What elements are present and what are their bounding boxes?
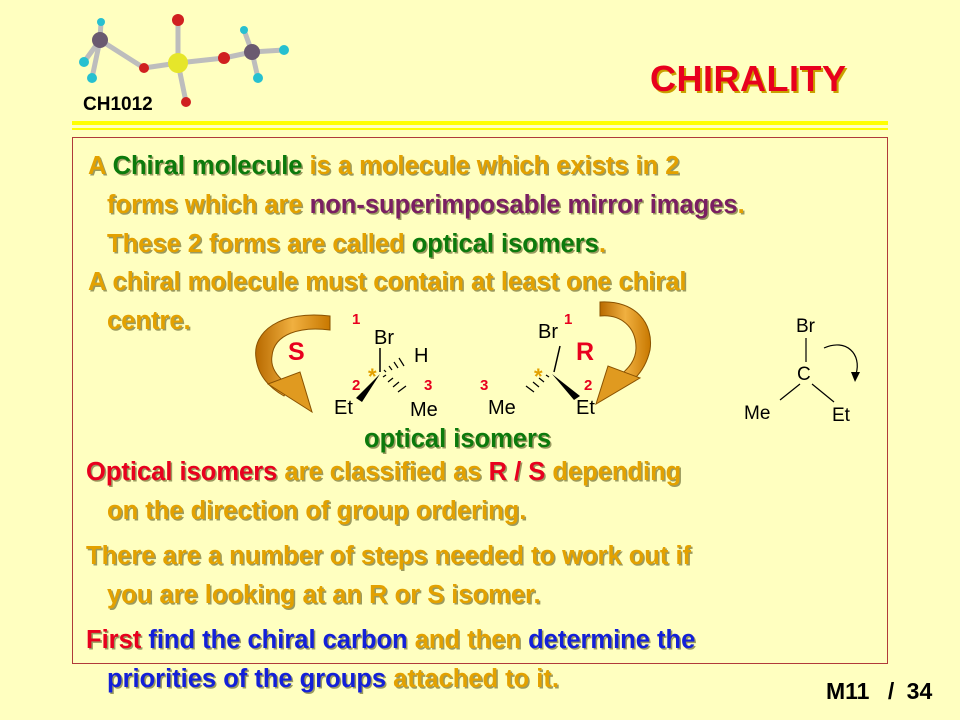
text-segment: find the chiral carbon — [148, 626, 408, 654]
text-segment: are classified as — [277, 458, 489, 486]
text-segment: R / S — [488, 458, 546, 486]
small-c: C — [797, 364, 811, 385]
text-segment: priorities of the groups — [107, 665, 387, 693]
left-et: Et — [334, 397, 353, 419]
left-me: Me — [410, 399, 438, 421]
classification-line-1 — [86, 453, 681, 492]
small-br: Br — [796, 316, 815, 337]
diagram-caption: optical isomers — [364, 425, 552, 453]
right-chiral-star: * — [534, 364, 543, 389]
text-segment: forms which are — [107, 191, 310, 219]
text-segment: attached to it. — [386, 665, 559, 693]
left-br: Br — [374, 327, 394, 349]
text-segment: centre. — [107, 307, 191, 335]
text-segment: A chiral molecule must contain at least one chiral — [88, 268, 687, 296]
text-segment: optical isomers — [411, 230, 599, 258]
slide-number — [826, 678, 932, 705]
text-segment: These 2 forms are called — [107, 230, 412, 258]
course-code: CH1012 — [83, 94, 153, 115]
page-separator: / — [887, 678, 895, 704]
text-segment: determine the — [528, 626, 696, 654]
left-h: H — [414, 345, 429, 367]
first-step-line-2 — [107, 660, 559, 699]
text-segment: There are a number of steps needed to work out if — [86, 542, 692, 570]
text-segment: Chiral molecule — [112, 152, 303, 180]
right-et: Et — [576, 397, 595, 419]
page-number: 34 — [906, 678, 933, 704]
text-segment: . — [737, 191, 745, 219]
small-et: Et — [832, 405, 850, 426]
steps-line-2 — [107, 576, 541, 615]
right-me: Me — [488, 397, 516, 419]
text-segment: and then — [407, 626, 529, 654]
right-priority-1: 1 — [564, 311, 573, 328]
left-molecule — [334, 311, 438, 421]
left-priority-1: 1 — [352, 311, 361, 328]
right-priority-2: 2 — [584, 377, 593, 394]
text-segment: . — [598, 230, 606, 258]
text-segment: you are looking at an R or S isomer. — [107, 581, 541, 609]
text-segment: A — [88, 152, 113, 180]
module-code: M11 — [826, 678, 870, 704]
page-title: CHIRALITY — [650, 58, 847, 99]
right-config-label: R — [576, 338, 595, 366]
left-priority-2: 2 — [352, 377, 361, 394]
left-chiral-star: * — [368, 364, 377, 389]
small-me: Me — [744, 403, 771, 424]
classification-line-2 — [107, 492, 526, 531]
text-segment: is a molecule which exists in 2 — [302, 152, 680, 180]
right-rotation-arrow — [596, 302, 651, 404]
left-config-label: S — [288, 338, 305, 366]
small-molecule — [744, 316, 860, 426]
steps-line-1 — [86, 537, 691, 576]
first-step-line-1 — [86, 621, 695, 660]
right-br: Br — [538, 321, 558, 343]
text-segment: depending — [545, 458, 682, 486]
text-segment: First — [86, 626, 149, 654]
text-segment: on the direction of group ordering. — [107, 497, 527, 525]
left-priority-3: 3 — [424, 377, 433, 394]
text-segment: Optical isomers — [86, 458, 278, 486]
text-segment: non-superimposable mirror images — [309, 191, 738, 219]
right-priority-3: 3 — [480, 377, 489, 394]
